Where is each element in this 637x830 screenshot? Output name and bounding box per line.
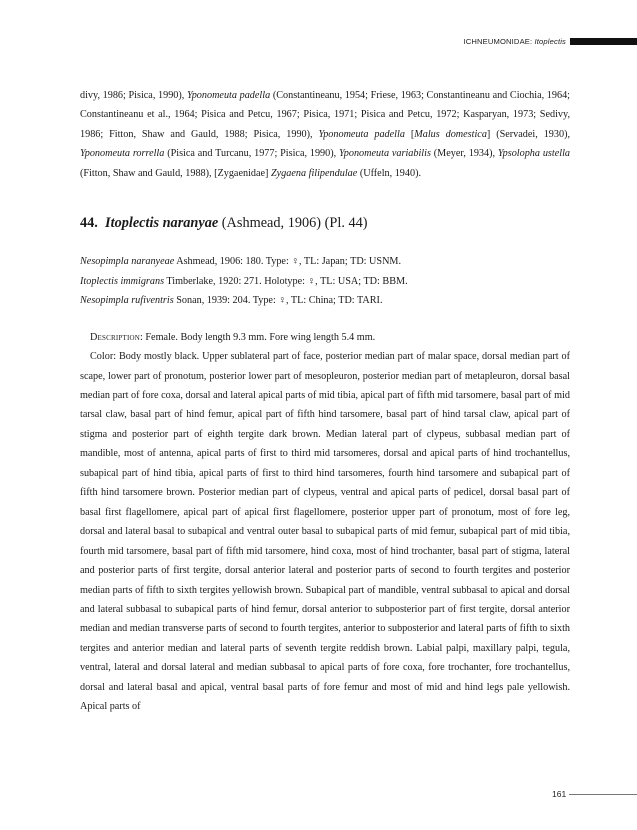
taxon-name: Yponomeuta padella <box>318 128 405 140</box>
species-name: Itoplectis naranyae <box>105 215 219 232</box>
species-authority: (Ashmead, 1906) (Pl. 44) <box>218 215 368 232</box>
page-footer <box>0 787 637 801</box>
species-number: 44. <box>80 215 98 232</box>
synonym-name: Itoplectis immigrans <box>80 275 165 287</box>
taxon-name: Yponomeuta variabilis <box>339 148 431 160</box>
text-run: (Constantineanu, 1954; Friese, 1963; Constantineanu and Ciochia, 1964; Constantineanu et al., 1964; Pisica and Petcu, 1967; Pisica, 1971; Pisica and Petcu, 1972; Kasparyan, 1973; Sedivy, 1986; Fitton, Shaw and Gauld, 1988; Pisica, 1990), <box>80 90 570 140</box>
header-bar <box>570 38 637 45</box>
text-run: ] (Servadei, 1930), <box>486 128 571 140</box>
color-paragraph: Color: Body mostly black. Upper sublateral part of face, posterior median part of malar space, dorsal median part of scape, lower part of pronotum, posterior lower part of mesopleuron, posterior median part of metapleuron, dorsal basal median part of fore coxa, dorsal and lateral apical parts of mid tibia, apical part of fifth mid tarsomere, basal part of mid tarsal claw, basal part of hind femur, apical part of fifth hind tarsomere, basal part of hind tarsal claw, apical part of stigma and posterior part of eighth tergite dark brown. Median lateral part of clypeus, subbasal median part of mandible, most of antenna, apical parts of first to third mid tarsomeres, dorsal and apical parts of hind trochantellus, subapical part of hind tibia, apical parts of first to third hind tarsomeres, fourth hind tarsomere and subapical part of fifth hind tarsomere brown. Posterior median part of clypeus, ventral and apical parts of pedicel, dorsal basal part of basal first flagellomere, apical part of apical first flagellomere, posterior upper part of pronotum, most of fore leg, dorsal and lateral basal to subapical and ventral outer basal to subapical parts of mid femur, subapical part of mid tibia, fourth mid tarsomere, basal part of fifth mid tarsomere, hind coxa, most of hind trochanter, basal part of stigma, lateral and posterior parts of first tergite, dorsal anterior lateral and posterior parts of second to fourth tergites and posterior median parts of fifth to sixth tergites yellowish brown. Subapical part of mandible, ventral subbasal to apical and dorsal and lateral subbasal to subapical parts of hind femur, dorsal anterior to subposterior part of first tergite, dorsal anterior median and median transverse parts of second to fourth tergites, anterior to subposterior and lateral parts of fifth to sixth tergites and anterior median and lateral parts of seventh tergite reddish brown. Labial palpi, maxillary palpi, tegula, ventral, lateral and dorsal lateral and median subbasal to apical parts of fore coxa, fore trochanter, fore trochantellus, dorsal and lateral basal and apical, ventral basal parts of fore femur and most of mid and hind legs pale yellowish. Apical parts of <box>80 351 570 713</box>
host-records-paragraph <box>80 86 570 183</box>
text-run: divy, 1986; Pisica, 1990), <box>80 90 187 101</box>
text-run: (Uffeln, 1940). <box>357 167 422 179</box>
synonym-name: Nesopimpla rufiventris <box>80 295 174 307</box>
description-section <box>80 328 570 717</box>
synonym-entry <box>80 291 570 310</box>
running-header-text <box>464 36 567 48</box>
taxon-name: Ypsolopha ustella <box>497 148 570 160</box>
synonym-citation: Sonan, 1939: 204. Type: ♀, TL: China; TD: TARI. <box>173 295 383 307</box>
text-run: (Meyer, 1934), <box>430 148 498 160</box>
synonym-citation: Ashmead, 1906: 180. Type: ♀, TL: Japan; TD: USNM. <box>174 256 402 268</box>
description-text: : Female. Body length 9.3 mm. Fore wing length 5.4 mm. <box>140 331 376 343</box>
taxon-name: Zygaena filipendulae <box>270 167 358 179</box>
header-section: ICHNEUMONIDAE: <box>463 37 535 46</box>
description-intro <box>80 328 570 347</box>
synonym-name: Nesopimpla naranyeae <box>80 256 175 268</box>
text-run: [ <box>404 128 415 140</box>
taxon-name: Yponomeuta rorrella <box>80 148 165 160</box>
page-number: 161 <box>552 789 567 799</box>
footer-rule <box>569 794 637 795</box>
synonym-entry <box>80 252 570 271</box>
taxon-name: Yponomeuta padella <box>186 90 271 101</box>
synonymy-list <box>80 252 570 310</box>
running-header <box>0 36 637 48</box>
header-genus: Itoplectis <box>534 37 566 46</box>
synonym-citation: Timberlake, 1920: 271. Holotype: ♀, TL: USA; TD: BBM. <box>164 275 408 287</box>
page-content <box>80 86 570 717</box>
text-run: (Pisica and Turcanu, 1977; Pisica, 1990), <box>164 148 340 160</box>
text-run: (Fitton, Shaw and Gauld, 1988), [Zygaenidae] <box>80 167 271 179</box>
description-label: Description <box>90 331 141 343</box>
species-heading <box>80 213 570 233</box>
synonym-entry <box>80 272 570 291</box>
taxon-name: Malus domestica <box>414 128 487 140</box>
